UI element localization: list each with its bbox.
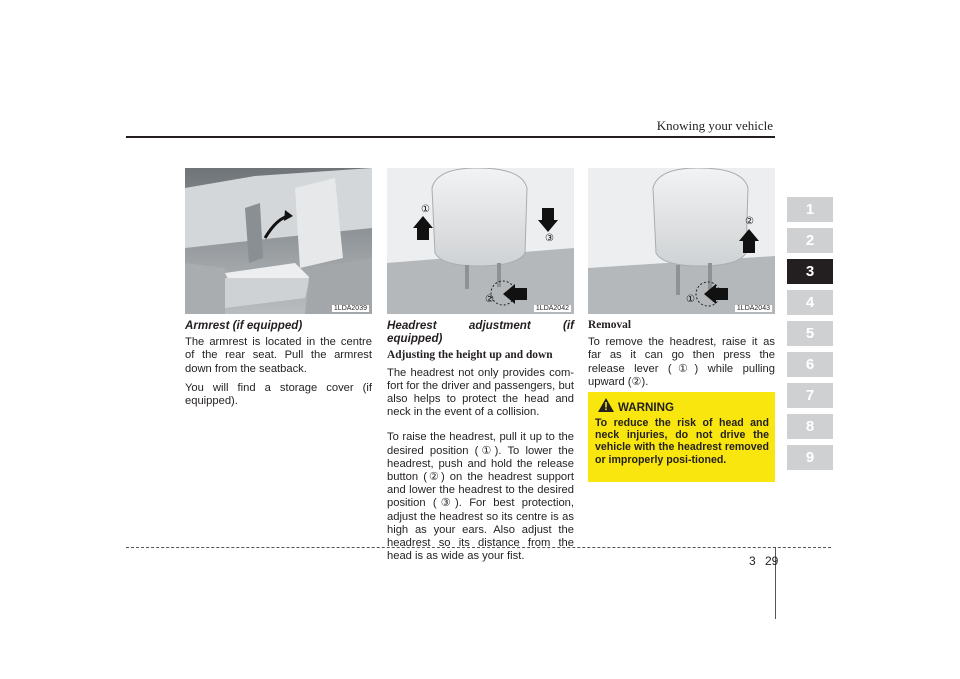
- section-title: Knowing your vehicle: [656, 118, 773, 133]
- image-code: 1LDA2042: [535, 305, 569, 312]
- warning-text: To reduce the risk of head and neck injuries, do not drive the vehicle with the headrest removed or improperly posi-tioned.: [595, 417, 769, 466]
- chapter-tab-9[interactable]: 9: [787, 445, 833, 470]
- removal-heading: Removal: [588, 319, 632, 331]
- image-code: 1LDA2043: [736, 305, 770, 312]
- callout-2: ②: [485, 294, 494, 305]
- chapter-tab-7[interactable]: 7: [787, 383, 833, 408]
- callout-1: ①: [686, 294, 695, 305]
- headrest-heading: Headrest adjustment (if equipped): [387, 319, 574, 346]
- callout-3: ③: [545, 233, 554, 244]
- chapter-tab-5[interactable]: 5: [787, 321, 833, 346]
- callout-2: ②: [745, 216, 754, 227]
- removal-paragraph: To remove the headrest, raise it as far as it can go then press the release lever (①) while pulling upward (②).: [588, 336, 775, 388]
- headrest-section: [387, 319, 574, 569]
- chapter-tab-1[interactable]: 1: [787, 197, 833, 222]
- warning-icon: [598, 398, 614, 412]
- armrest-photo: [185, 168, 372, 314]
- chapter-tab-4[interactable]: 4: [787, 290, 833, 315]
- warning-title: WARNING: [618, 401, 675, 414]
- callout-1: ①: [421, 204, 430, 215]
- armrest-paragraph-2: You will find a storage cover (if equipped).: [185, 381, 372, 408]
- headrest-subheading: Adjusting the height up and down: [387, 349, 553, 362]
- chapter-tab-6[interactable]: 6: [787, 352, 833, 377]
- chapter-tab-8[interactable]: 8: [787, 414, 833, 439]
- headrest-adjust-photo: [387, 168, 574, 314]
- image-code: 1LDA2039: [333, 305, 367, 312]
- footer-divider: [126, 547, 831, 548]
- headrest-removal-photo: [588, 168, 775, 314]
- headrest-paragraph-1: The headrest not only provides com-fort for the driver and passengers, but also helps to protect the head and neck in the event of a collision.: [387, 366, 574, 419]
- page-number: 3 29: [749, 554, 779, 568]
- armrest-heading: Armrest (if equipped): [185, 319, 303, 332]
- header-divider: [126, 136, 775, 138]
- chapter-tab-2[interactable]: 2: [787, 228, 833, 253]
- headrest-paragraph-2: To raise the headrest, pull it up to the desired position (①). To lower the headrest, push and hold the release button (②) on the headrest support and lower the headrest to the desired position (③). For best protection, adjust the headrest so its centre is as high as your ears. Also adjust the headrest so its distance from the head is as wide as your fist.: [387, 431, 574, 563]
- warning-box: [588, 392, 775, 482]
- armrest-paragraph-1: The armrest is located in the centre of the rear seat. Pull the armrest down from the seatback.: [185, 336, 372, 375]
- removal-section: [588, 319, 775, 395]
- armrest-section: [185, 319, 372, 414]
- chapter-tab-3[interactable]: 3: [787, 259, 833, 284]
